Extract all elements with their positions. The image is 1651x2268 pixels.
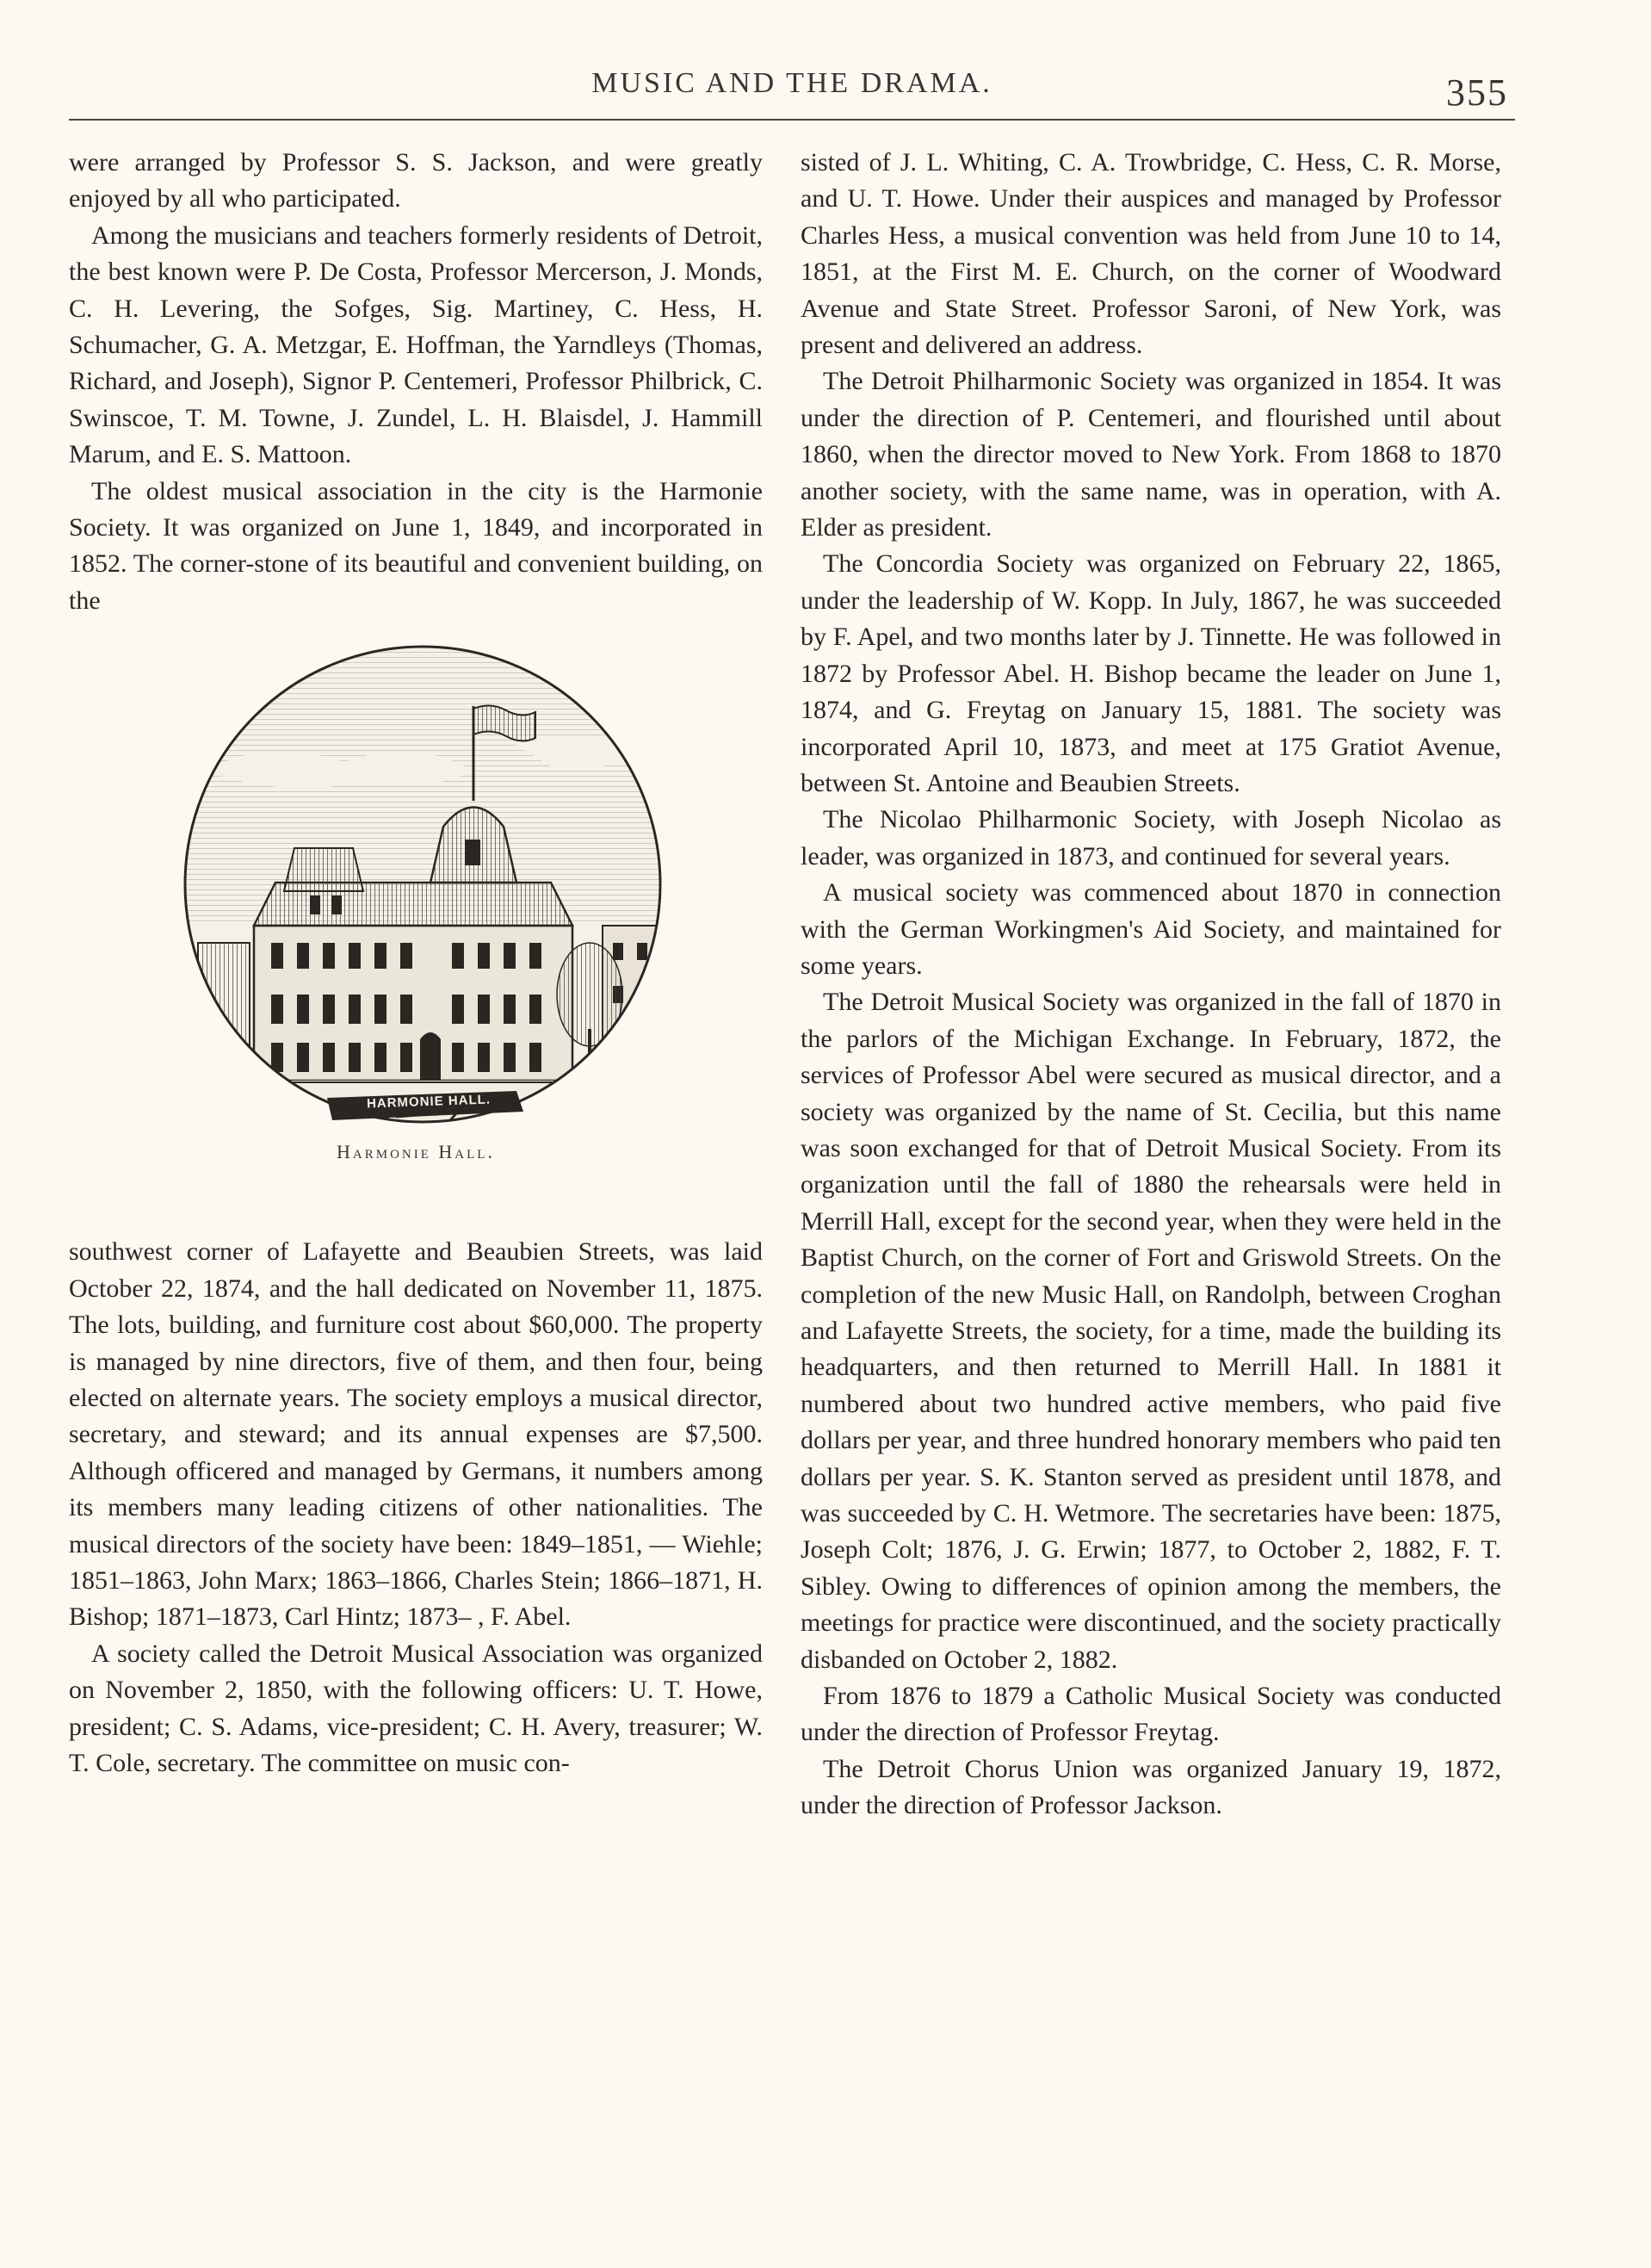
page-number: 355	[1446, 71, 1508, 114]
header-rule	[69, 119, 1515, 121]
left-column	[69, 145, 763, 1782]
paragraph: The Detroit Philharmonic Society was organized in 1854. It was under the direction of P. Centemeri, and flourished until about 1860, when the director moved to New York. From 1868 to 1870 another society, with the same name, was in operation, with A. Elder as president.	[801, 367, 1501, 542]
engraving-svg	[69, 641, 763, 1132]
right-column	[801, 145, 1501, 1825]
paragraph: The oldest musical association in the city is the Harmonie Society. It was organized on June 1, 1849, and incorporated in 1852. The corner-stone of its beautiful and convenient building, on the	[69, 476, 763, 615]
paragraph: sisted of J. L. Whiting, C. A. Trowbridge, C. Hess, C. R. Morse, and U. T. Howe. Under their auspices and managed by Professor Charles Hess, a musical convention was held from June 10 to 14, 1851, at the First M. E. Church, on the corner of Woodward Avenue and State Street. Professor Saroni, of New York, was present and delivered an address.	[801, 148, 1501, 360]
paragraph: The Detroit Chorus Union was organized January 19, 1872, under the direction of Professor Jackson.	[801, 1754, 1501, 1820]
paragraph: were arranged by Professor S. S. Jackson, and were greatly enjoyed by all who participated.	[69, 148, 763, 214]
harmonie-hall-engraving	[69, 641, 763, 1132]
running-head: MUSIC AND THE DRAMA.	[591, 67, 992, 99]
paragraph: A musical society was commenced about 1870 in connection with the German Workingmen's Aid Society, and maintained for some years.	[801, 878, 1501, 980]
paragraph: A society called the Detroit Musical Association was organized on November 2, 1850, with the following officers: U. T. Howe, president; C. S. Adams, vice-president; C. H. Avery, treasurer; W. T. Cole, secretary. The committee on music con-	[69, 1639, 763, 1777]
figure-caption: Harmonie Hall.	[337, 1141, 495, 1163]
paragraph: The Nicolao Philharmonic Society, with Joseph Nicolao as leader, was organized in 1873, and continued for several years.	[801, 805, 1501, 871]
paragraph: The Concordia Society was organized on February 22, 1865, under the leadership of W. Kopp. In July, 1867, he was succeeded by F. Apel, and two months later by J. Tinnette. He was followed in 1872 by Professor Abel. H. Bishop became the leader on June 1, 1874, and G. Freytag on January 15, 1881. The society was incorporated April 10, 1873, and meet at 175 Gratiot Avenue, between St. Antoine and Beaubien Streets.	[801, 549, 1501, 797]
paragraph: The Detroit Musical Society was organized in the fall of 1870 in the parlors of the Michigan Exchange. In February, 1872, the services of Professor Abel were secured as musical director, and a society was organized by the name of St. Cecilia, but this name was soon exchanged for that of Detroit Musical Society. From its organization until the fall of 1880 the rehearsals were held in Merrill Hall, except for the second year, when they were held in the Baptist Church, on the corner of Fort and Griswold Streets. On the completion of the new Music Hall, on Randolph, between Croghan and Lafayette Streets, the society, for a time, made the building its headquarters, and then returned to Merrill Hall. In 1881 it numbered about two hundred active members, who paid five dollars per year, and three hundred honorary members who paid ten dollars per year. S. K. Stanton served as president until 1878, and was succeeded by C. H. Wetmore. The secretaries have been: 1875, Joseph Colt; 1876, J. G. Erwin; 1877, to October 2, 1882, F. T. Sibley. Owing to differences of opinion among the members, the meetings for practice were discontinued, and the society practically disbanded on October 2, 1882.	[801, 988, 1501, 1674]
paragraph: From 1876 to 1879 a Catholic Musical Society was conducted under the direction of Professor Freytag.	[801, 1682, 1501, 1747]
paragraph: southwest corner of Lafayette and Beaubien Streets, was laid October 22, 1874, and the hall dedicated on November 11, 1875. The lots, building, and furniture cost about $60,000. The property is managed by nine directors, five of them, and then four, being elected on alternate years. The society employs a musical director, secretary, and steward; and its annual expenses are $7,500. Although officered and managed by Germans, it numbers among its members many leading citizens of other nationalities. The musical directors of the society have been: 1849–1851, — Wiehle; 1851–1863, John Marx; 1863–1866, Charles Stein; 1866–1871, H. Bishop; 1871–1873, Carl Hintz; 1873– , F. Abel.	[69, 1237, 763, 1632]
engraving-label: HARMONIE HALL.	[366, 1092, 492, 1112]
page-header	[69, 59, 1515, 119]
paragraph: Among the musicians and teachers formerly residents of Detroit, the best known were P. De Costa, Professor Mercerson, J. Monds, C. H. Levering, the Sofges, Sig. Martiney, C. Hess, H. Schumacher, G. A. Metzgar, E. Hoffman, the Yarndleys (Thomas, Richard, and Joseph), Signor P. Centemeri, Professor Philbrick, C. Swinscoe, T. M. Towne, J. Zundel, L. H. Blaisdel, J. Hammill Marum, and E. S. Mattoon.	[69, 220, 763, 469]
